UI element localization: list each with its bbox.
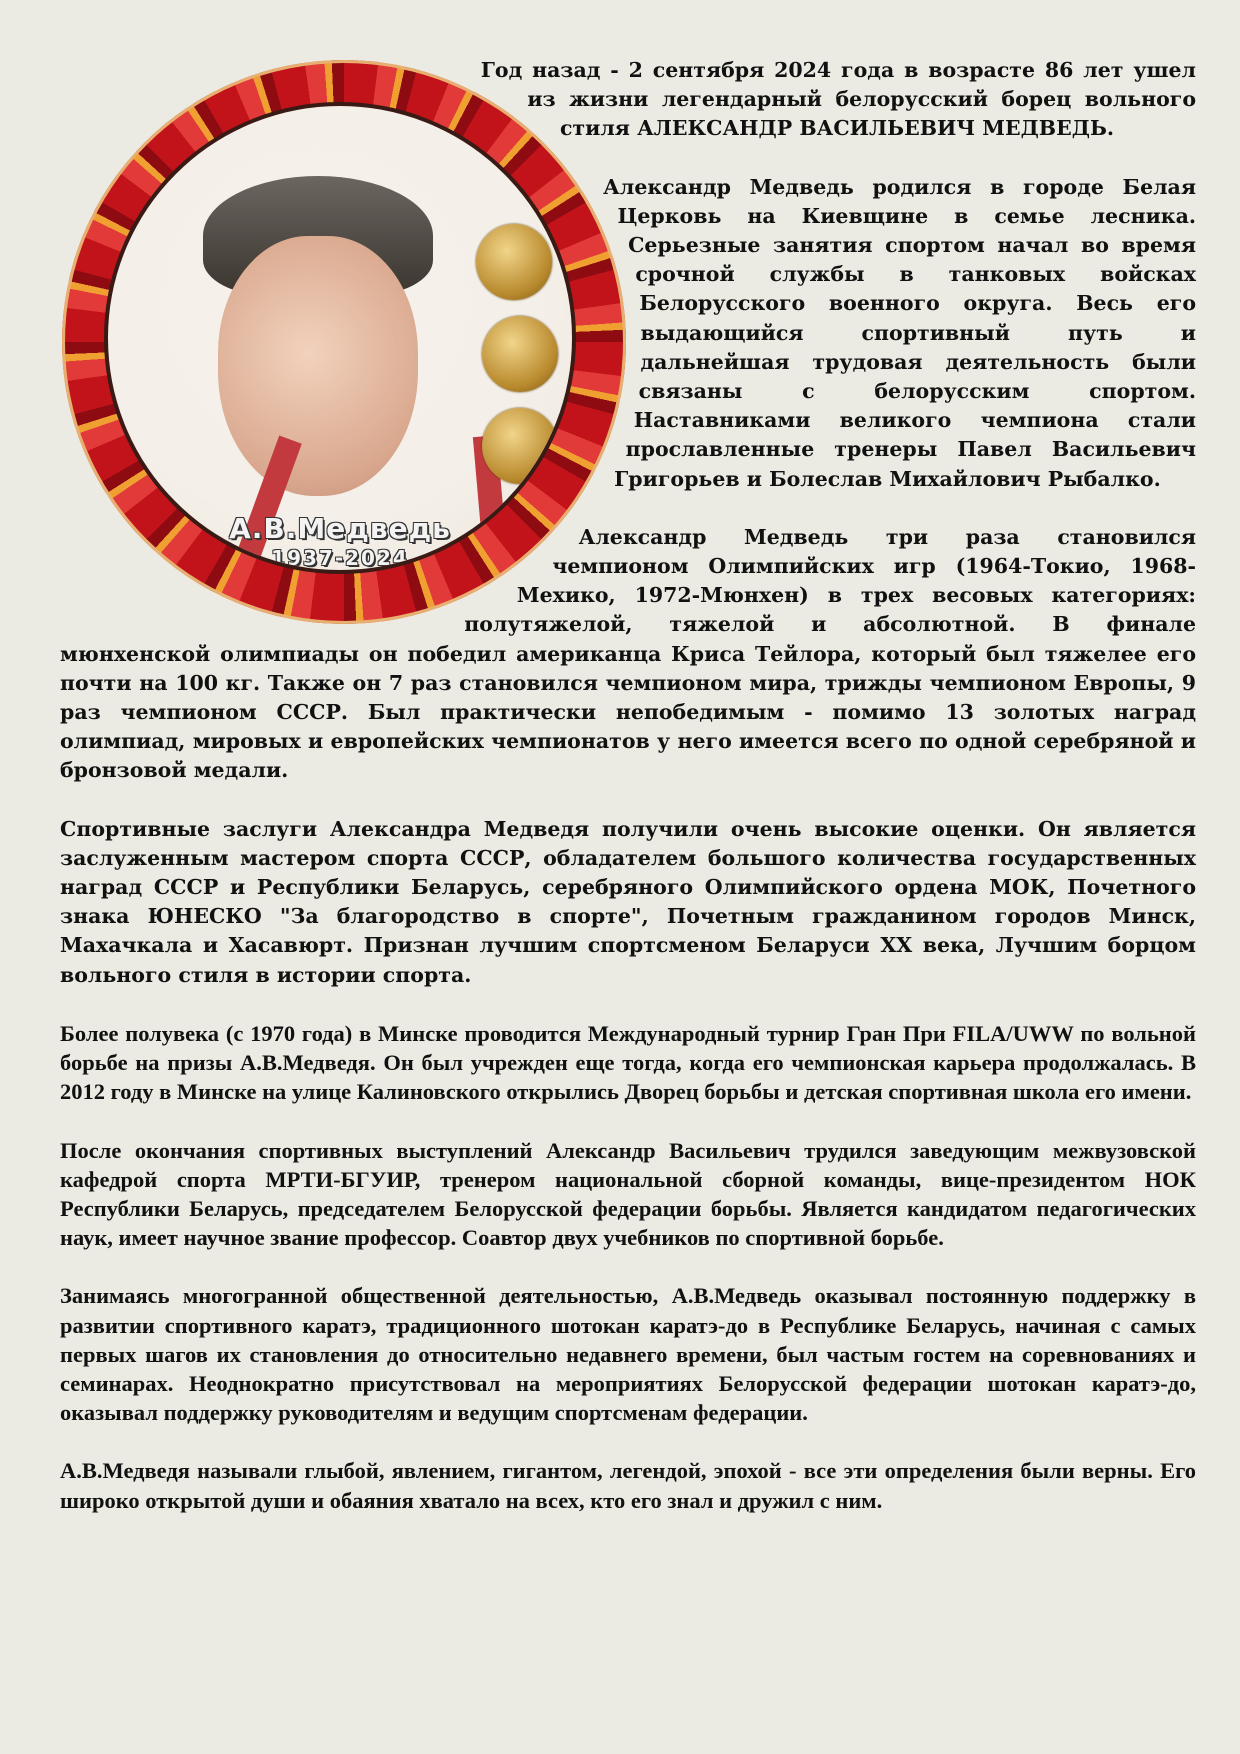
portrait-caption-years: 1937-2024 [271,546,409,570]
paragraph-tournament: Более полувека (с 1970 года) в Минске проводится Международный турнир Гран При FILA/UWW по вольной борьбе на призы А.В.Медведя. Он был учрежден еще тогда, когда его чемпионская карьера продолжалась. В 2012 году в Минске на улице Калиновского открылись Дворец борьбы и детская спортивная школа его имени. [60,1020,1196,1105]
portrait-caption-name: А.В.Медведь [229,512,451,545]
paragraph-legacy: А.В.Медведя называли глыбой, явлением, гигантом, легендой, эпохой - все эти определения были верны. Его широко открытой души и обаяния хватало на всех, кто его знал и дружил с ним. [60,1458,1196,1513]
paragraph-career: После окончания спортивных выступлений Александр Васильевич трудился заведующим межвузовской кафедрой спорта МРТИ-БГУИР, тренером национальной сборной команды, вице-президентом НОК Республики Беларусь, председателем Белорусской федерации борьбы. Является кандидатом педагогических наук, имеет научное звание профессор. Соавтор двух учебников по спортивной борьбе. [60,1137,1196,1251]
gold-medal-icon [476,224,552,300]
paragraph-awards: Спортивные заслуги Александра Медведя получили очень высокие оценки. Он является заслуженным мастером спорта СССР, обладателем большого количества государственных наград СССР и Республики Беларусь, серебряного Олимпийского ордена МОК, Почетного знака ЮНЕСКО "За благородство в спорте", Почетным гражданином городов Минск, Махачкала и Хасавюрт. Признан лучшим спортсменом Беларуси XX века, Лучшим борцом вольного стиля в истории спорта. [60,816,1196,987]
gold-medal-icon [482,408,558,484]
portrait-face [218,236,418,496]
paragraph-biography: Александр Медведь родился в городе Белая Церковь на Киевщине в семье лесника. Серьезные занятия спортом начал во время срочной службы в танковых войсках Белорусского военного округа. Весь его выдающийся спортивный путь и дальнейшая трудовая деятельность были связаны с белорусским спортом. Наставниками великого чемпиона стали прославленные тренеры Павел Васильевич Григорьев и Болеслав Михайлович Рыбалко. [603,174,1196,491]
paragraph-karate: Занимаясь многогранной общественной деятельностью, А.В.Медведь оказывал постоянную поддержку в развитии спортивного каратэ, традиционного шотокан каратэ-до в Республике Беларусь, начиная с самых первых шагов их становления до относительно недавнего времени, был частым гостем на соревнованиях и семинарах. Неоднократно присутствовал на мероприятиях Белорусской федерации шотокан каратэ-до, оказывал поддержку руководителям и ведущим спортсменам федерации. [60,1283,1196,1426]
gold-medal-icon [482,316,558,392]
document-page [60,56,1196,1544]
paragraph-intro: Год назад - 2 сентября 2024 года в возрасте 86 лет ушел из жизни легендарный белорусский борец вольного стиля АЛЕКСАНДР ВАСИЛЬЕВИЧ МЕДВЕДЬ. [480,58,1196,141]
paragraph-olympics: Александр Медведь три раза становился чемпионом Олимпийских игр (1964-Токио, 1968-Мехико, 1972-Мюнхен) в трех весовых категориях: полутяжелой, тяжелой и абсолютной. В финале мюнхенской олимпиады он победил американца Криса Тейлора, который был тяжелее его почти на 100 кг. Также он 7 раз становился чемпионом мира, трижды чемпионом Европы, 9 раз чемпионом СССР. Был практически непобедимым - помимо 13 золотых наград олимпиад, мировых и европейских чемпионатов у него имеется всего по одной серебряной и бронзовой медали. [60,524,1196,783]
memorial-portrait [54,52,634,632]
portrait-photo [104,102,576,574]
